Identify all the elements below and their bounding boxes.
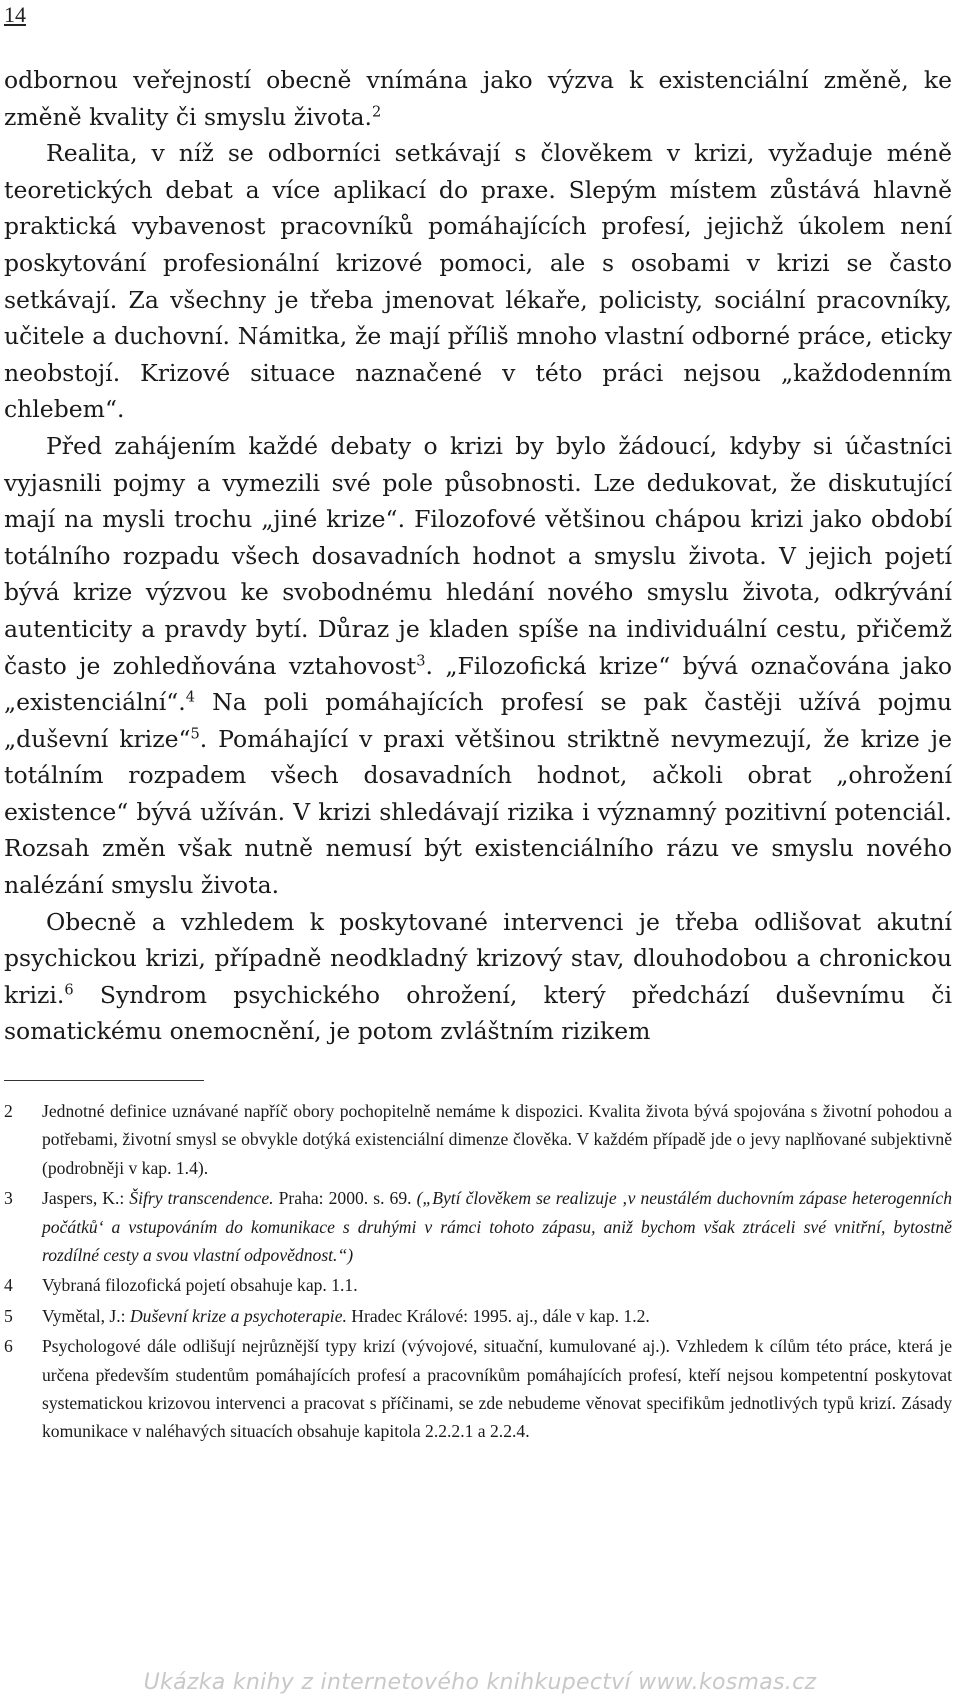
footnote	[4, 1097, 952, 1182]
footnote-text	[42, 1097, 952, 1182]
footnote	[4, 1332, 952, 1446]
main-text	[4, 62, 952, 1050]
text-run: . Pomáhající v praxi většinou striktně nevymezují, že krize je totálním rozpadem všech dosavadních hodnot, ačkoli obrat „ohrožení existence“ bývá užíván. V krizi shledávají rizika i významný pozitivní potenciál. Rozsah změn však nutně nemusí být existenciálního rázu ve smyslu nového nalézání smyslu života.	[4, 724, 952, 900]
footnote-number: 3	[4, 1188, 13, 1209]
text-run: Obecně a vzhledem k poskytované intervenci je třeba odlišovat akutní psychickou krizi, případně neodkladný krizový stav, dlouhodobou a chronickou krizi.	[4, 907, 952, 1009]
paragraph	[4, 135, 952, 428]
footnote-number: 4	[4, 1275, 13, 1296]
text-run: Jaspers, K.:	[42, 1188, 130, 1209]
footnote-reference: 4	[185, 688, 196, 706]
text-run: Vymětal, J.:	[42, 1305, 130, 1326]
paragraph	[4, 904, 952, 1050]
italic-text: Šifry transcendence.	[129, 1188, 274, 1209]
footnote-reference: 3	[416, 651, 426, 669]
footnote-reference: 6	[64, 981, 74, 999]
italic-text: Duševní krize a psychoterapie.	[129, 1305, 347, 1326]
text-run: Syndrom psychického ohrožení, který předchází duševnímu či somatickému onemocnění, je potom zvláštním rizikem	[4, 980, 952, 1046]
text-run: odbornou veřejností obecně vnímána jako výzva k existenciální změně, ke změně kvality či smyslu života.	[4, 66, 952, 131]
footnote	[4, 1271, 952, 1299]
footnote-text	[42, 1332, 952, 1446]
italic-text: („Bytí člověkem se realizuje ‚v neustálém duchovním zápase heterogenních počátků‘ a vstupováním do komunikace s druhými v rámci tohoto zápasu, aniž bychom však ztráceli své vnitřní, bytostně rozdílné cesty a svou vlastní odpovědnost.“)	[42, 1188, 952, 1266]
paragraph	[4, 428, 952, 904]
text-run: . „Filozofická krize“ bývá označována jako „existenciální“.	[4, 651, 952, 717]
footnote-text	[42, 1302, 952, 1330]
footnote	[4, 1184, 952, 1269]
text-run: Psychologové dále odlišují nejrůznější typy krizí (vývojové, situační, kumulované aj.). Vzhledem k cílům této práce, která je určena především studentům pomáhajících profesí a pracovníkům pomáhajících profesí, kteří nejsou kompetentní poskytovat systematickou krizovou intervenci a pracovat s příčinami, se zde nebudeme věnovat specifikům jednotlivých typů krizí. Zásady komunikace v naléhavých situacích obsahuje kapitola 2.2.2.1 a 2.2.4.	[42, 1336, 952, 1442]
text-run: Před zahájením každé debaty o krizi by bylo žádoucí, kdyby si účastníci vyjasnili pojmy a vymezili své pole působnosti. Lze dedukovat, že diskutující mají na mysli trochu „jiné krize“. Filozofové většinou chápou krizi jako období totálního rozpadu všech dosavadních hodnot a smyslu života. V jejich pojetí bývá krize výzvou ke svobodnému hledání nového smyslu života, odkrývání autenticity a pravdy bytí. Důraz je kladen spíše na individuální cestu, přičemž často je zohledňována vztahovost	[4, 431, 952, 680]
page-number: 14	[4, 2, 26, 27]
footnotes	[4, 1097, 952, 1448]
footnote-divider	[4, 1080, 204, 1081]
footnote-reference: 5	[190, 724, 200, 742]
footnote-reference: 2	[372, 102, 382, 120]
footnote-text	[42, 1271, 952, 1299]
text-run: Praha: 2000. s. 69.	[273, 1188, 417, 1209]
footnote-number: 2	[4, 1101, 13, 1121]
watermark: Ukázka knihy z internetového knihkupectví www.kosmas.cz	[143, 1670, 817, 1695]
text-run: Vybraná filozofická pojetí obsahuje kap. 1.1.	[42, 1275, 358, 1296]
text-run: Realita, v níž se odborníci setkávají s člověkem v krizi, vyžaduje méně teoretických debat a více aplikací do praxe. Slepým místem zůstává hlavně praktická vybavenost pracovníků pomáhajících profesí, jejichž úkolem není poskytování profesionální krizové pomoci, ale s osobami v krizi se často setkávají. Za všechny je třeba jmenovat lékaře, policisty, sociální pracovníky, učitele a duchovní. Námitka, že mají příliš mnoho vlastní odborné práce, eticky neobstojí. Krizové situace naznačené v této práci nejsou „každodenním chlebem“.	[4, 139, 952, 424]
footnote-number: 5	[4, 1305, 13, 1326]
footnote-number: 6	[4, 1336, 13, 1357]
footnote-text	[42, 1184, 952, 1269]
paragraph	[4, 62, 952, 135]
text-run: Jednotné definice uznávané napříč obory pochopitelně nemáme k dispozici. Kvalita života bývá spojována s životní pohodou a potřebami, životní smysl se obvykle dotýká existenciální dimenze člověka. V každém případě jde o jevy naplňované subjektivně (podrobněji v kap. 1.4).	[42, 1101, 952, 1178]
text-run: Na poli pomáhajících profesí se pak častěji užívá pojmu „duševní krize“	[4, 688, 952, 753]
text-run: Hradec Králové: 1995. aj., dále v kap. 1.2.	[346, 1305, 650, 1326]
footnote	[4, 1302, 952, 1330]
